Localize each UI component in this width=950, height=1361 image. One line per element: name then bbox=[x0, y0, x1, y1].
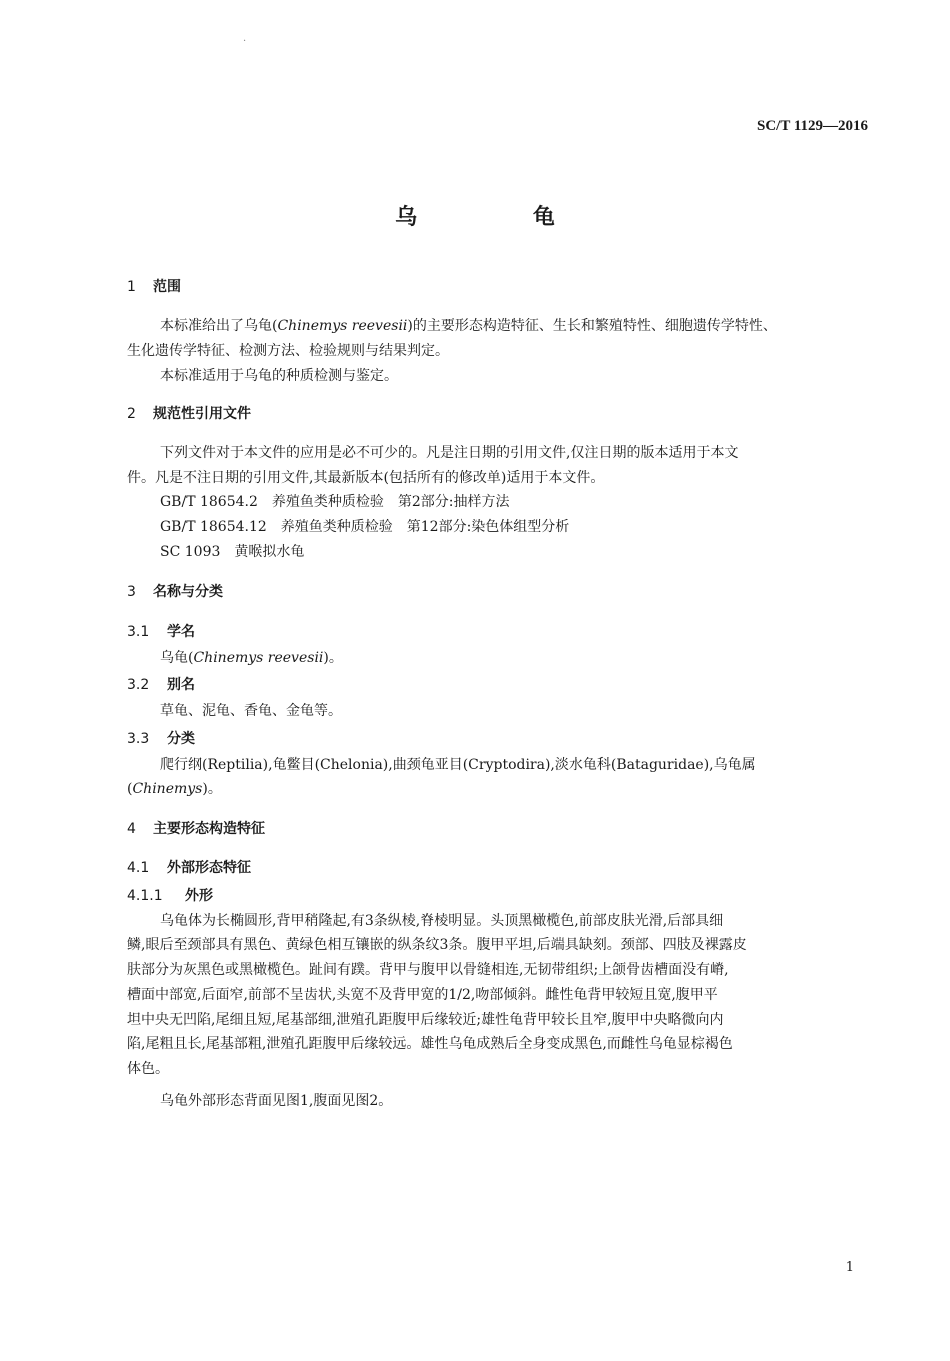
paragraph-line: 件。凡是不注日期的引用文件,其最新版本(包括所有的修改单)适用于本文件。 bbox=[127, 470, 605, 486]
section-number: 3 bbox=[127, 584, 136, 600]
paragraph-line: 肤部分为灰黑色或黑橄榄色。趾间有蹼。背甲与腹甲以骨缝相连,无韧带组织;上颌骨齿槽面没有嵴, bbox=[127, 962, 729, 978]
paragraph-line: 生化遗传学特征、检测方法、检验规则与结果判定。 bbox=[127, 343, 449, 359]
paragraph-line bbox=[160, 316, 777, 336]
paragraph-line: 乌龟外部形态背面见图1,腹面见图2。 bbox=[160, 1093, 393, 1109]
text: ( bbox=[127, 781, 133, 797]
text: )。 bbox=[202, 781, 222, 797]
text: 本标准给出了乌龟( bbox=[160, 318, 278, 334]
scan-speck: · bbox=[243, 36, 247, 47]
paragraph-line: 爬行纲(Reptilia),龟鳖目(Chelonia),曲颈龟亚目(Cryptodira),淡水龟科(Bataguridae),乌龟属 bbox=[160, 757, 756, 773]
subsection-3-1-heading bbox=[127, 621, 195, 641]
paragraph-line bbox=[160, 648, 343, 668]
subsection-4-1-heading bbox=[127, 857, 251, 877]
paragraph-line: 本标准适用于乌龟的种质检测与鉴定。 bbox=[160, 368, 398, 384]
paragraph-line: 体色。 bbox=[127, 1061, 169, 1077]
reference-item: SC 1093 黄喉拟水龟 bbox=[160, 544, 305, 560]
section-number: 4.1 bbox=[127, 860, 150, 876]
section-title: 别名 bbox=[167, 677, 195, 693]
section-title: 学名 bbox=[167, 624, 195, 640]
paragraph-line bbox=[127, 779, 222, 799]
subsection-4-1-1-heading bbox=[127, 885, 213, 905]
section-number: 2 bbox=[127, 406, 136, 422]
section-4-heading bbox=[127, 818, 265, 838]
section-2-heading bbox=[127, 403, 251, 423]
section-title: 外部形态特征 bbox=[167, 860, 251, 876]
section-number: 3.3 bbox=[127, 731, 150, 747]
subsection-3-2-heading bbox=[127, 674, 195, 694]
paragraph-line: 鳞,眼后至颈部具有黑色、黄绿色相互镶嵌的纵条纹3条。腹甲平坦,后端具缺刻。颈部、四肢及裸露皮 bbox=[127, 937, 747, 953]
section-title: 外形 bbox=[185, 888, 213, 904]
section-title: 名称与分类 bbox=[153, 584, 223, 600]
subsection-3-3-heading bbox=[127, 728, 195, 748]
reference-item: GB/T 18654.12 养殖鱼类种质检验 第12部分:染色体组型分析 bbox=[160, 519, 570, 535]
scientific-name: Chinemys reevesii bbox=[193, 650, 324, 666]
paragraph-line: 草龟、泥龟、香龟、金龟等。 bbox=[160, 703, 342, 719]
paragraph-line: 乌龟体为长椭圆形,背甲稍隆起,有3条纵棱,脊棱明显。头顶黑橄榄色,前部皮肤光滑,后部具细 bbox=[160, 913, 724, 929]
document-number: SC/T 1129—2016 bbox=[757, 118, 868, 134]
section-number: 4 bbox=[127, 821, 136, 837]
paragraph-line: 下列文件对于本文件的应用是必不可少的。凡是注日期的引用文件,仅注日期的版本适用于本文 bbox=[160, 445, 739, 461]
paragraph-line: 陷,尾粗且长,尾基部粗,泄殖孔距腹甲后缘较远。雄性乌龟成熟后全身变成黑色,而雌性乌龟显棕褐色 bbox=[127, 1036, 733, 1052]
text: )。 bbox=[323, 650, 343, 666]
scientific-name: Chinemys reevesii bbox=[277, 318, 408, 334]
section-title: 主要形态构造特征 bbox=[153, 821, 265, 837]
paragraph-line: 坦中央无凹陷,尾细且短,尾基部细,泄殖孔距腹甲后缘较近;雄性龟背甲较长且窄,腹甲中央略微向内 bbox=[127, 1012, 724, 1028]
section-number: 3.2 bbox=[127, 677, 150, 693]
section-1-heading bbox=[127, 276, 181, 296]
page-number: 1 bbox=[845, 1260, 854, 1275]
text: )的主要形态构造特征、生长和繁殖特性、细胞遗传学特性、 bbox=[407, 318, 777, 334]
reference-item: GB/T 18654.2 养殖鱼类种质检验 第2部分:抽样方法 bbox=[160, 494, 510, 510]
section-number: 1 bbox=[127, 279, 136, 295]
text: 乌龟( bbox=[160, 650, 194, 666]
section-title: 范围 bbox=[153, 279, 181, 295]
section-title: 分类 bbox=[167, 731, 195, 747]
section-title: 规范性引用文件 bbox=[153, 406, 251, 422]
section-3-heading bbox=[127, 581, 223, 601]
paragraph-line: 槽面中部宽,后面窄,前部不呈齿状,头宽不及背甲宽的1/2,吻部倾斜。雌性龟背甲较短且宽,腹甲平 bbox=[127, 987, 718, 1003]
section-number: 4.1.1 bbox=[127, 888, 163, 904]
page-title: 乌 龟 bbox=[395, 204, 609, 230]
section-number: 3.1 bbox=[127, 624, 150, 640]
scientific-name: Chinemys bbox=[132, 781, 203, 797]
